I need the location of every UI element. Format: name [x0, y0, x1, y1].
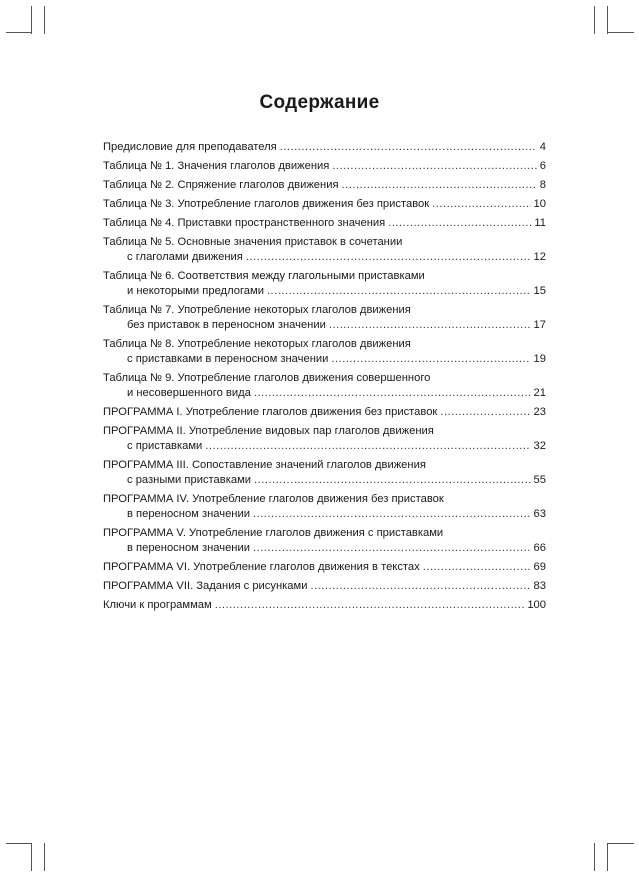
toc-entry-continuation [103, 541, 546, 556]
toc-page-number: 63 [533, 508, 546, 520]
toc-entry-line [103, 598, 546, 613]
dot-leader [332, 159, 536, 174]
toc-page-number: 23 [533, 406, 546, 418]
toc-entry [103, 235, 546, 265]
toc-page-number: 66 [533, 542, 546, 554]
toc-entry [103, 579, 546, 594]
toc-entry [103, 492, 546, 522]
toc-page-number: 11 [534, 217, 546, 229]
dot-leader [254, 473, 531, 488]
toc-page-number: 19 [533, 353, 546, 365]
toc-entry [103, 140, 546, 155]
toc-entry-text: ПРОГРАММА I. Употребление глаголов движения без приставок [103, 406, 438, 418]
toc-entry-continuation [103, 507, 546, 522]
toc-page-number: 8 [539, 179, 546, 191]
toc-page-number: 83 [533, 580, 546, 592]
toc-entry [103, 405, 546, 420]
toc-entry-text: и некоторыми предлогами [127, 285, 264, 297]
toc-entry-text: без приставок в переносном значении [127, 319, 326, 331]
crop-mark-top-right-h [608, 32, 634, 33]
toc-entry [103, 371, 546, 401]
toc-entry-text: Предисловие для преподавателя [103, 141, 277, 153]
toc-entry-line [103, 337, 546, 352]
toc-entry [103, 526, 546, 556]
toc-entry-continuation [103, 386, 546, 401]
toc-entry-continuation [103, 284, 546, 299]
crop-mark-top-left-v2 [44, 6, 45, 34]
toc-entry-text: Таблица № 7. Употребление некоторых глаголов движения [103, 304, 411, 316]
toc-entry-text: Таблица № 4. Приставки пространственного значения [103, 217, 386, 229]
toc-entry [103, 197, 546, 212]
dot-leader [253, 541, 531, 556]
toc-entry [103, 303, 546, 333]
toc-entry-line [103, 405, 546, 420]
dot-leader [267, 284, 531, 299]
toc-entry-line [103, 458, 546, 473]
crop-mark-top-left-h [6, 32, 32, 33]
toc-entry-line [103, 269, 546, 284]
toc-entry-line [103, 140, 546, 155]
toc-entry [103, 337, 546, 367]
toc-entry-text: Таблица № 5. Основные значения приставок в сочетании [103, 236, 403, 248]
toc-entry-line [103, 492, 546, 507]
toc-page-number: 10 [533, 198, 546, 210]
toc-entry [103, 216, 546, 231]
toc-entry-line [103, 424, 546, 439]
dot-leader [215, 598, 525, 613]
toc-entry-text: в переносном значении [127, 508, 250, 520]
toc-entry-text: ПРОГРАММА VII. Задания с рисунками [103, 580, 308, 592]
crop-mark-bottom-right-v2 [607, 843, 608, 871]
toc-entry-line [103, 303, 546, 318]
toc-entry-text: с разными приставками [127, 474, 252, 486]
toc-entry-text: Таблица № 6. Соответствия между глагольными приставками [103, 270, 425, 282]
table-of-contents [103, 140, 546, 617]
toc-entry-line [103, 235, 546, 250]
toc-entry-line [103, 371, 546, 386]
dot-leader [331, 352, 530, 367]
crop-mark-bottom-left-v [31, 843, 32, 871]
toc-entry-text: в переносном значении [127, 542, 250, 554]
toc-entry-text: с приставками в переносном значении [127, 353, 329, 365]
dot-leader [254, 386, 531, 401]
toc-entry-text: Таблица № 9. Употребление глаголов движения совершенного [103, 372, 431, 384]
dot-leader [329, 318, 531, 333]
toc-entry-text: ПРОГРАММА II. Употребление видовых пар глаголов движения [103, 425, 434, 437]
toc-entry [103, 269, 546, 299]
toc-entry-text: ПРОГРАММА V. Употребление глаголов движения с приставками [103, 527, 444, 539]
toc-entry-text: ПРОГРАММА IV. Употребление глаголов движения без приставок [103, 493, 444, 505]
toc-page-number: 15 [533, 285, 546, 297]
toc-entry-line [103, 216, 546, 231]
toc-entry-line [103, 579, 546, 594]
dot-leader [423, 560, 531, 575]
toc-entry-continuation [103, 318, 546, 333]
toc-entry-text: и несовершенного вида [127, 387, 251, 399]
toc-entry-text: ПРОГРАММА VI. Употребление глаголов движения в текстах [103, 561, 420, 573]
toc-entry [103, 178, 546, 193]
crop-mark-top-right-v [594, 6, 595, 34]
toc-entry [103, 458, 546, 488]
toc-entry [103, 560, 546, 575]
toc-entry-line [103, 159, 546, 174]
dot-leader [205, 439, 530, 454]
toc-entry-text: Таблица № 1. Значения глаголов движения [103, 160, 330, 172]
dot-leader [440, 405, 530, 420]
toc-page-number: 12 [533, 251, 546, 263]
toc-page-number: 6 [539, 160, 546, 172]
toc-entry [103, 424, 546, 454]
toc-page-number: 32 [533, 440, 546, 452]
toc-entry-line [103, 560, 546, 575]
toc-entry-line [103, 197, 546, 212]
toc-entry-text: с приставками [127, 440, 203, 452]
dot-leader [388, 216, 531, 231]
crop-mark-bottom-right-h [608, 843, 634, 844]
toc-entry-text: с глаголами движения [127, 251, 243, 263]
toc-entry-text: ПРОГРАММА III. Сопоставление значений глаголов движения [103, 459, 426, 471]
toc-entry-text: Таблица № 8. Употребление некоторых глаголов движения [103, 338, 411, 350]
toc-page-number: 4 [539, 141, 546, 153]
toc-entry-continuation [103, 439, 546, 454]
toc-entry-continuation [103, 352, 546, 367]
toc-entry [103, 159, 546, 174]
crop-mark-bottom-left-h [6, 843, 32, 844]
dot-leader [253, 507, 531, 522]
crop-mark-top-left-v [31, 6, 32, 34]
toc-entry-continuation [103, 473, 546, 488]
toc-page-number: 100 [527, 599, 546, 611]
page-title: Содержание [259, 92, 380, 113]
toc-entry-text: Таблица № 3. Употребление глаголов движения без приставок [103, 198, 430, 210]
toc-page-number: 17 [533, 319, 546, 331]
toc-page-number: 69 [533, 561, 546, 573]
dot-leader [310, 579, 530, 594]
toc-entry-line [103, 178, 546, 193]
toc-entry-continuation [103, 250, 546, 265]
toc-page-number: 55 [533, 474, 546, 486]
toc-entry-text: Ключи к программам [103, 599, 212, 611]
toc-page-number: 21 [533, 387, 546, 399]
toc-entry-line [103, 526, 546, 541]
dot-leader [246, 250, 531, 265]
toc-entry [103, 598, 546, 613]
dot-leader [280, 140, 537, 155]
dot-leader [342, 178, 537, 193]
toc-entry-text: Таблица № 2. Спряжение глаголов движения [103, 179, 339, 191]
crop-mark-bottom-right-v [594, 843, 595, 871]
dot-leader [432, 197, 530, 212]
crop-mark-top-right-v2 [607, 6, 608, 34]
crop-mark-bottom-left-v2 [44, 843, 45, 871]
